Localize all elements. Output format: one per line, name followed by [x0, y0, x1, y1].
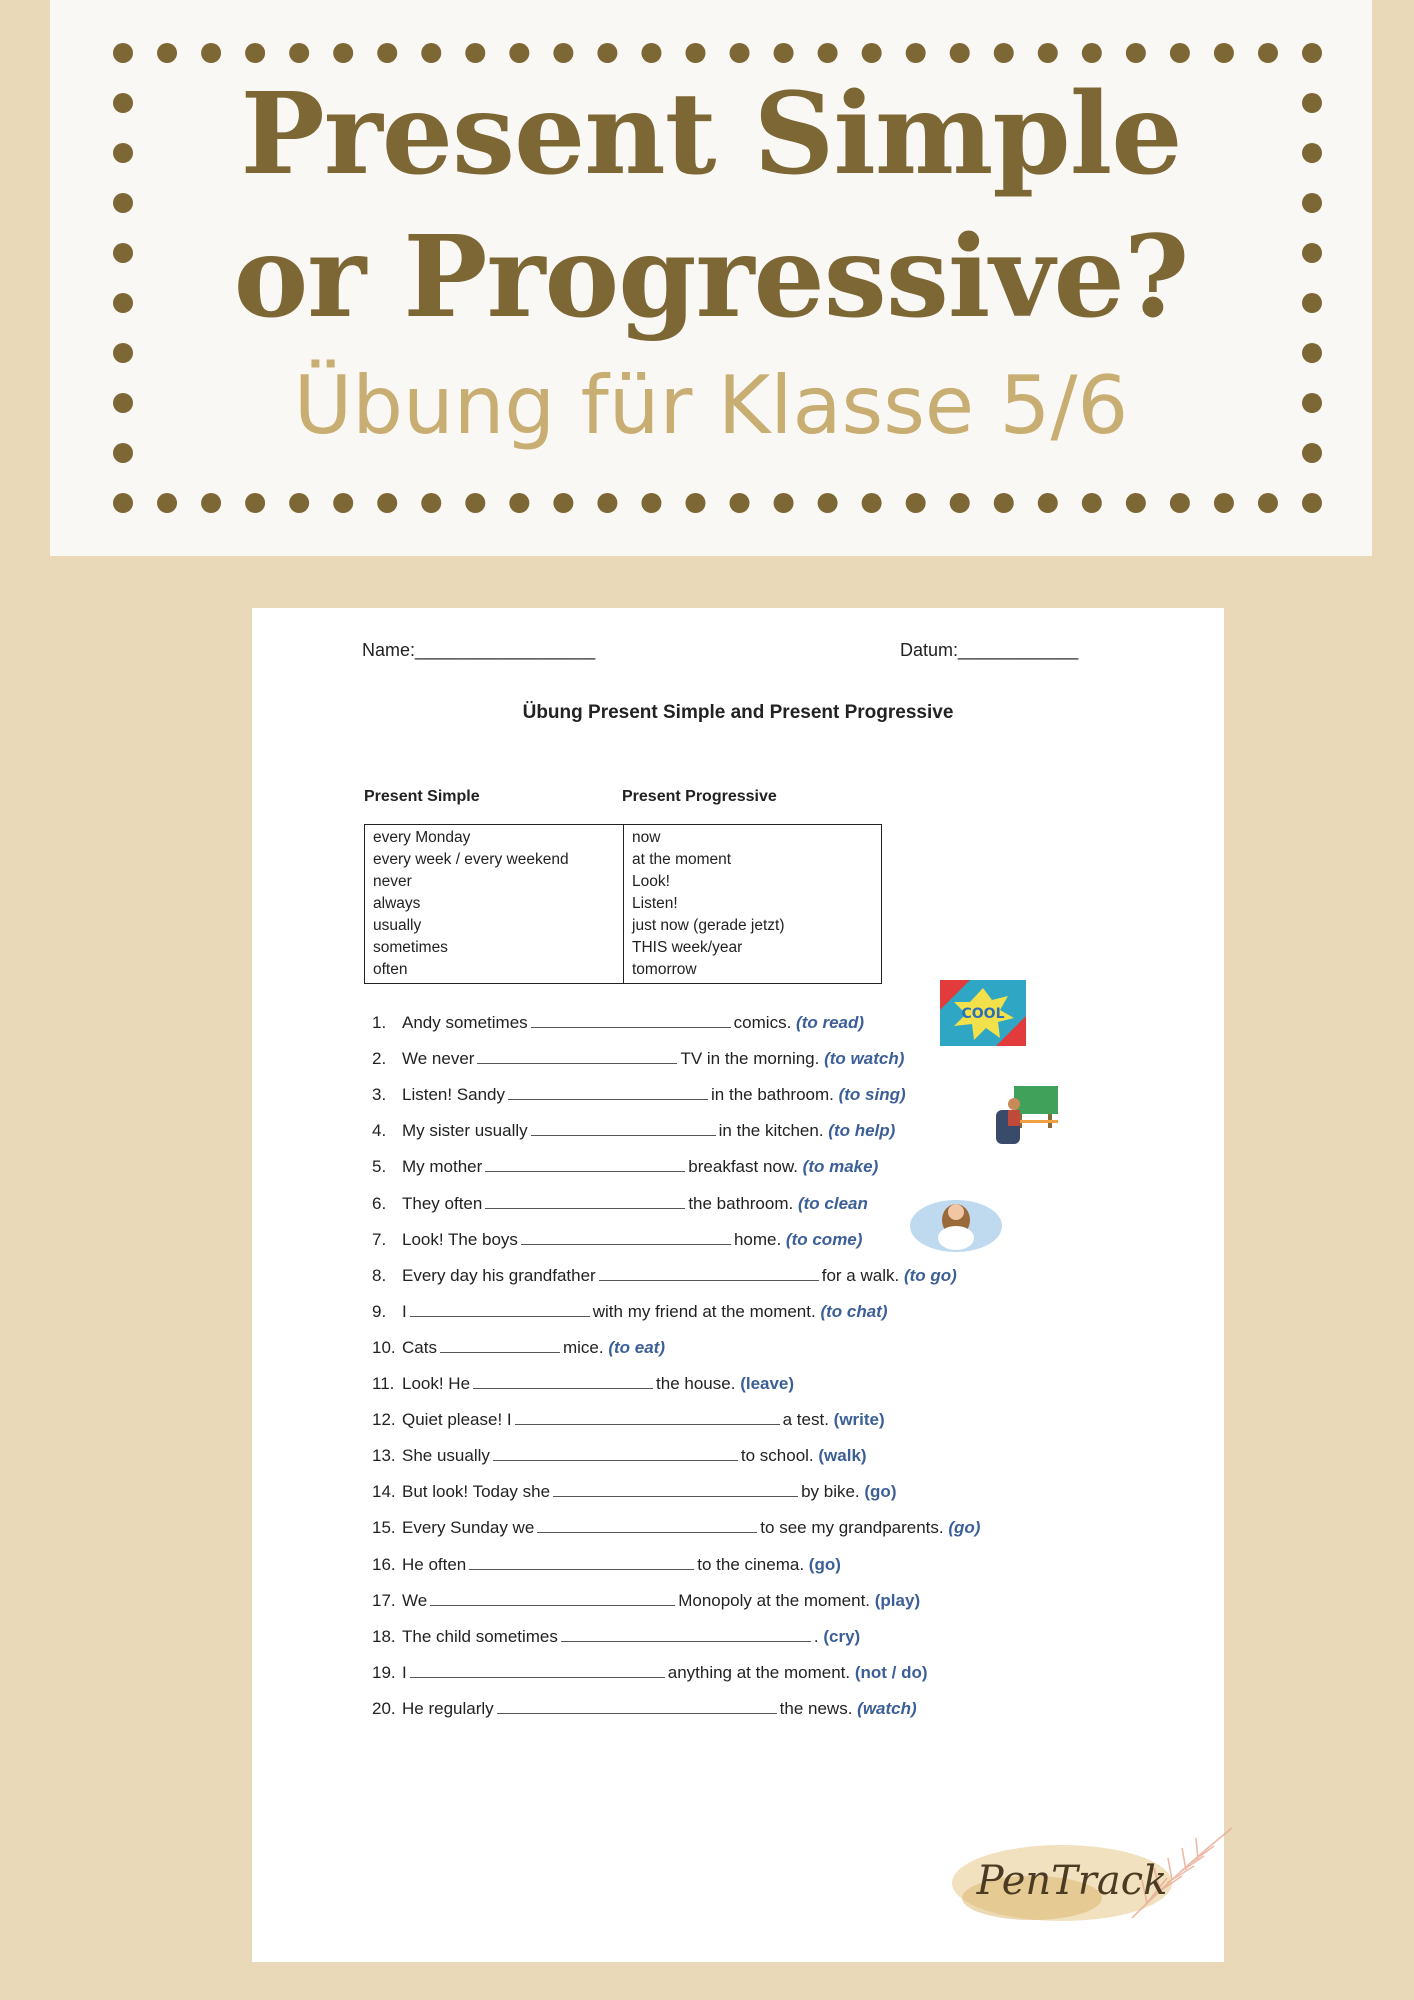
verb-hint: (to come) [785, 1229, 863, 1249]
exercise-item [372, 1554, 841, 1576]
frame-dot [465, 43, 485, 63]
frame-dot [1258, 493, 1278, 513]
subtitle: Übung für Klasse 5/6 [293, 359, 1129, 452]
frame-dot [1126, 43, 1146, 63]
frame-dot [685, 43, 705, 63]
frame-dot [377, 493, 397, 513]
exercise-text-before: He regularly [402, 1698, 494, 1718]
title-line-2: or Progressive? [233, 212, 1189, 343]
answer-blank[interactable] [410, 1662, 665, 1678]
exercise-item [372, 1084, 906, 1106]
answer-blank[interactable] [553, 1481, 798, 1497]
simple-signal-word: usually [373, 917, 422, 934]
progressive-signal-word: now [632, 829, 661, 846]
exercise-item [372, 1156, 878, 1178]
verb-hint: (leave) [740, 1374, 795, 1393]
frame-dot [641, 43, 661, 63]
exercise-text-after: in the kitchen. [718, 1121, 824, 1141]
exercise-number: 11. [372, 1374, 395, 1393]
answer-blank[interactable] [561, 1626, 811, 1642]
frame-dot [1214, 43, 1234, 63]
pentrack-logo [942, 1808, 1242, 1948]
exercise-text-before: Every day his grandfather [402, 1265, 596, 1285]
verb-hint: (play) [874, 1590, 921, 1610]
exercise-text-before: We [402, 1590, 428, 1610]
exercise-item [372, 1409, 885, 1431]
frame-dot [906, 43, 926, 63]
frame-dot [994, 493, 1014, 513]
answer-blank[interactable] [430, 1590, 675, 1606]
simple-signal-word: never [373, 873, 412, 890]
simple-signal-word: always [373, 895, 421, 912]
frame-dot [1126, 493, 1146, 513]
frame-dot [1302, 193, 1322, 213]
frame-dot [245, 493, 265, 513]
verb-hint: (to read) [796, 1013, 865, 1032]
exercise-number: 13. [372, 1446, 396, 1466]
tv-watching-image [992, 1082, 1062, 1148]
answer-blank[interactable] [537, 1517, 757, 1533]
frame-dot [1214, 493, 1234, 513]
frame-dot [157, 43, 177, 63]
exercise-item [372, 1012, 864, 1034]
exercise-text-after: to school. [740, 1446, 814, 1466]
exercise-item [372, 1517, 980, 1539]
exercise-text-before: Andy sometimes [402, 1013, 528, 1032]
answer-blank[interactable] [508, 1084, 708, 1100]
simple-signal-word: every Monday [373, 829, 471, 846]
progressive-signal-word: Look! [632, 873, 670, 890]
exercise-text-before: The child sometimes [402, 1626, 558, 1646]
svg-text:COOL: COOL [961, 1006, 1005, 1022]
answer-blank[interactable] [531, 1120, 716, 1136]
exercise-text-after: the news. [779, 1698, 853, 1718]
exercise-item [372, 1481, 896, 1503]
frame-dot [774, 43, 794, 63]
answer-blank[interactable] [493, 1445, 738, 1461]
signature-text: PenTrack [976, 1858, 1168, 1904]
exercise-item [372, 1662, 928, 1684]
exercise-text-before: I [402, 1662, 407, 1682]
frame-dot [685, 493, 705, 513]
exercise-item [372, 1229, 862, 1251]
exercise-text-after: a test. [782, 1410, 829, 1430]
progressive-heading: Present Progressive [622, 788, 777, 805]
signal-words-table [364, 824, 882, 984]
progressive-signal-word: at the moment [632, 851, 732, 868]
exercise-number: 18. [372, 1626, 396, 1646]
exercise-text-before: Every Sunday we [402, 1518, 535, 1538]
exercise-text-after: to see my grandparents. [760, 1518, 944, 1538]
exercise-text-before: Listen! Sandy [402, 1085, 506, 1105]
exercise-item [372, 1373, 794, 1395]
answer-blank[interactable] [440, 1337, 560, 1353]
exercise-text-after: with my friend at the moment. [592, 1301, 816, 1321]
frame-dot [950, 493, 970, 513]
frame-dot [1302, 493, 1322, 513]
worksheet-title: Übung Present Simple and Present Progressive [522, 702, 954, 723]
frame-dot [1082, 43, 1102, 63]
exercise-text-after: home. [733, 1229, 782, 1249]
frame-dot [1170, 493, 1190, 513]
frame-dot [333, 43, 353, 63]
name-field: Name:__________________ [362, 640, 596, 660]
exercise-text-before: Look! The boys [402, 1229, 518, 1249]
verb-hint: (go) [948, 1518, 981, 1538]
verb-hint: (watch) [857, 1698, 917, 1718]
exercise-item [372, 1445, 867, 1467]
exercise-item [372, 1590, 920, 1612]
verb-hint: (not / do) [854, 1662, 928, 1682]
frame-dot [289, 493, 309, 513]
frame-dot [1038, 493, 1058, 513]
answer-blank[interactable] [521, 1229, 731, 1245]
exercise-text-before: They often [402, 1193, 483, 1213]
frame-dot [509, 493, 529, 513]
exercise-number: 20. [372, 1698, 396, 1718]
answer-blank[interactable] [599, 1265, 819, 1281]
frame-dot [730, 493, 750, 513]
frame-dot [1258, 43, 1278, 63]
verb-hint: (to chat) [820, 1301, 888, 1321]
simple-signal-word: often [373, 961, 408, 978]
frame-dot [113, 43, 133, 63]
frame-dot [818, 43, 838, 63]
exercise-item [372, 1337, 665, 1359]
worksheet-page [252, 608, 1224, 1962]
verb-hint: (to make) [802, 1157, 879, 1177]
frame-dot [862, 493, 882, 513]
exercise-item [372, 1120, 895, 1142]
simple-heading: Present Simple [364, 788, 480, 805]
frame-dot [597, 43, 617, 63]
exercise-text-before: My sister usually [402, 1121, 528, 1141]
exercise-text-after: Monopoly at the moment. [678, 1590, 871, 1610]
verb-hint: (cry) [823, 1626, 861, 1646]
exercise-text-after: by bike. [801, 1482, 860, 1502]
frame-dot [818, 493, 838, 513]
progressive-signal-word: just now (gerade jetzt) [632, 917, 785, 934]
frame-dot [509, 43, 529, 63]
frame-dot [333, 493, 353, 513]
exercise-text-before: We never [402, 1049, 475, 1069]
exercise-number: 12. [372, 1410, 396, 1430]
exercise-text-before: But look! Today she [402, 1482, 551, 1502]
answer-blank[interactable] [473, 1373, 653, 1389]
exercise-number: 16. [372, 1554, 396, 1574]
comic-cool-image [940, 980, 1026, 1046]
exercise-number: 1. [372, 1013, 387, 1032]
verb-hint: (write) [833, 1410, 885, 1430]
exercise-number: 4. [372, 1121, 387, 1141]
frame-dot [994, 43, 1014, 63]
answer-blank[interactable] [469, 1554, 694, 1570]
frame-dot [377, 43, 397, 63]
frame-dot [730, 43, 750, 63]
verb-hint: (to watch) [824, 1049, 905, 1069]
progressive-signal-word: Listen! [632, 895, 678, 912]
frame-dot [553, 43, 573, 63]
answer-blank[interactable] [485, 1193, 685, 1209]
simple-signal-word: every week / every weekend [373, 851, 569, 868]
exercise-text-before: Cats [402, 1337, 437, 1357]
frame-dot [113, 193, 133, 213]
frame-dot [113, 493, 133, 513]
exercise-item [372, 1048, 904, 1070]
frame-dot [421, 493, 441, 513]
exercise-number: 7. [372, 1229, 387, 1249]
frame-dot [597, 493, 617, 513]
progressive-words-cell [624, 825, 882, 984]
verb-hint: (go) [864, 1482, 897, 1502]
exercise-text-before: She usually [402, 1446, 490, 1466]
exercise-text-after: TV in the morning. [680, 1049, 820, 1069]
answer-blank[interactable] [515, 1409, 780, 1425]
frame-dot [553, 493, 573, 513]
verb-hint: (to help) [828, 1121, 896, 1141]
answer-blank[interactable] [497, 1698, 777, 1714]
frame-dot [862, 43, 882, 63]
exercise-number: 8. [372, 1265, 387, 1285]
verb-hint: (to eat) [608, 1337, 665, 1357]
singing-woman-image [908, 1186, 1004, 1252]
frame-dot [1302, 43, 1322, 63]
frame-dot [1038, 43, 1058, 63]
exercise-number: 3. [372, 1085, 387, 1105]
exercise-text-after: breakfast now. [688, 1157, 798, 1177]
exercise-text-after: . [813, 1626, 819, 1646]
exercise-text-after: for a walk. [821, 1265, 900, 1285]
frame-dot [774, 493, 794, 513]
exercise-text-after: mice. [562, 1337, 604, 1357]
simple-signal-word: sometimes [373, 939, 448, 956]
exercise-text-before: Look! He [402, 1374, 471, 1393]
answer-blank[interactable] [531, 1012, 731, 1028]
frame-dot [245, 43, 265, 63]
frame-dot [421, 43, 441, 63]
frame-dot [1082, 493, 1102, 513]
exercise-number: 9. [372, 1301, 387, 1321]
exercise-item [372, 1265, 957, 1287]
exercise-number: 10. [372, 1337, 396, 1357]
exercise-item [372, 1301, 888, 1323]
frame-dot [465, 493, 485, 513]
frame-dot [1170, 43, 1190, 63]
verb-hint: (go) [808, 1554, 841, 1574]
frame-dot [201, 43, 221, 63]
progressive-signal-word: THIS week/year [632, 939, 743, 956]
simple-words-cell [365, 825, 624, 984]
verb-hint: (to sing) [838, 1085, 906, 1105]
answer-blank[interactable] [485, 1156, 685, 1172]
answer-blank[interactable] [477, 1048, 677, 1064]
exercise-text-before: He often [402, 1554, 467, 1574]
exercise-text-after: the bathroom. [688, 1193, 794, 1213]
exercise-number: 17. [372, 1590, 396, 1610]
exercise-item [372, 1698, 917, 1720]
progressive-signal-word: tomorrow [632, 961, 697, 978]
exercise-text-after: in the bathroom. [711, 1085, 834, 1105]
exercise-number: 6. [372, 1193, 387, 1213]
exercise-text-before: My mother [402, 1157, 483, 1177]
frame-dot [201, 493, 221, 513]
exercise-number: 14. [372, 1482, 396, 1502]
exercise-text-after: to the cinema. [697, 1554, 805, 1574]
exercise-item [372, 1626, 860, 1648]
verb-hint: (to clean [797, 1193, 868, 1213]
exercise-number: 19. [372, 1662, 396, 1682]
exercise-text-after: comics. [733, 1013, 792, 1032]
verb-hint: (walk) [818, 1446, 867, 1466]
frame-dot [289, 43, 309, 63]
exercise-item [372, 1193, 868, 1215]
exercise-number: 2. [372, 1049, 387, 1069]
exercise-text-after: the house. [656, 1374, 736, 1393]
frame-dot [641, 493, 661, 513]
exercise-text-after: anything at the moment. [667, 1662, 851, 1682]
exercise-text-before: I [402, 1301, 407, 1321]
header-card [50, 0, 1372, 556]
frame-dot [157, 493, 177, 513]
exercise-text-before: Quiet please! I [402, 1410, 512, 1430]
frame-dot [950, 43, 970, 63]
verb-hint: (to go) [903, 1265, 957, 1285]
title-line-1: Present Simple [240, 69, 1182, 200]
date-field: Datum:____________ [900, 640, 1079, 660]
exercise-number: 5. [372, 1157, 387, 1177]
frame-dot [906, 493, 926, 513]
answer-blank[interactable] [410, 1301, 590, 1317]
exercise-number: 15. [372, 1518, 396, 1538]
